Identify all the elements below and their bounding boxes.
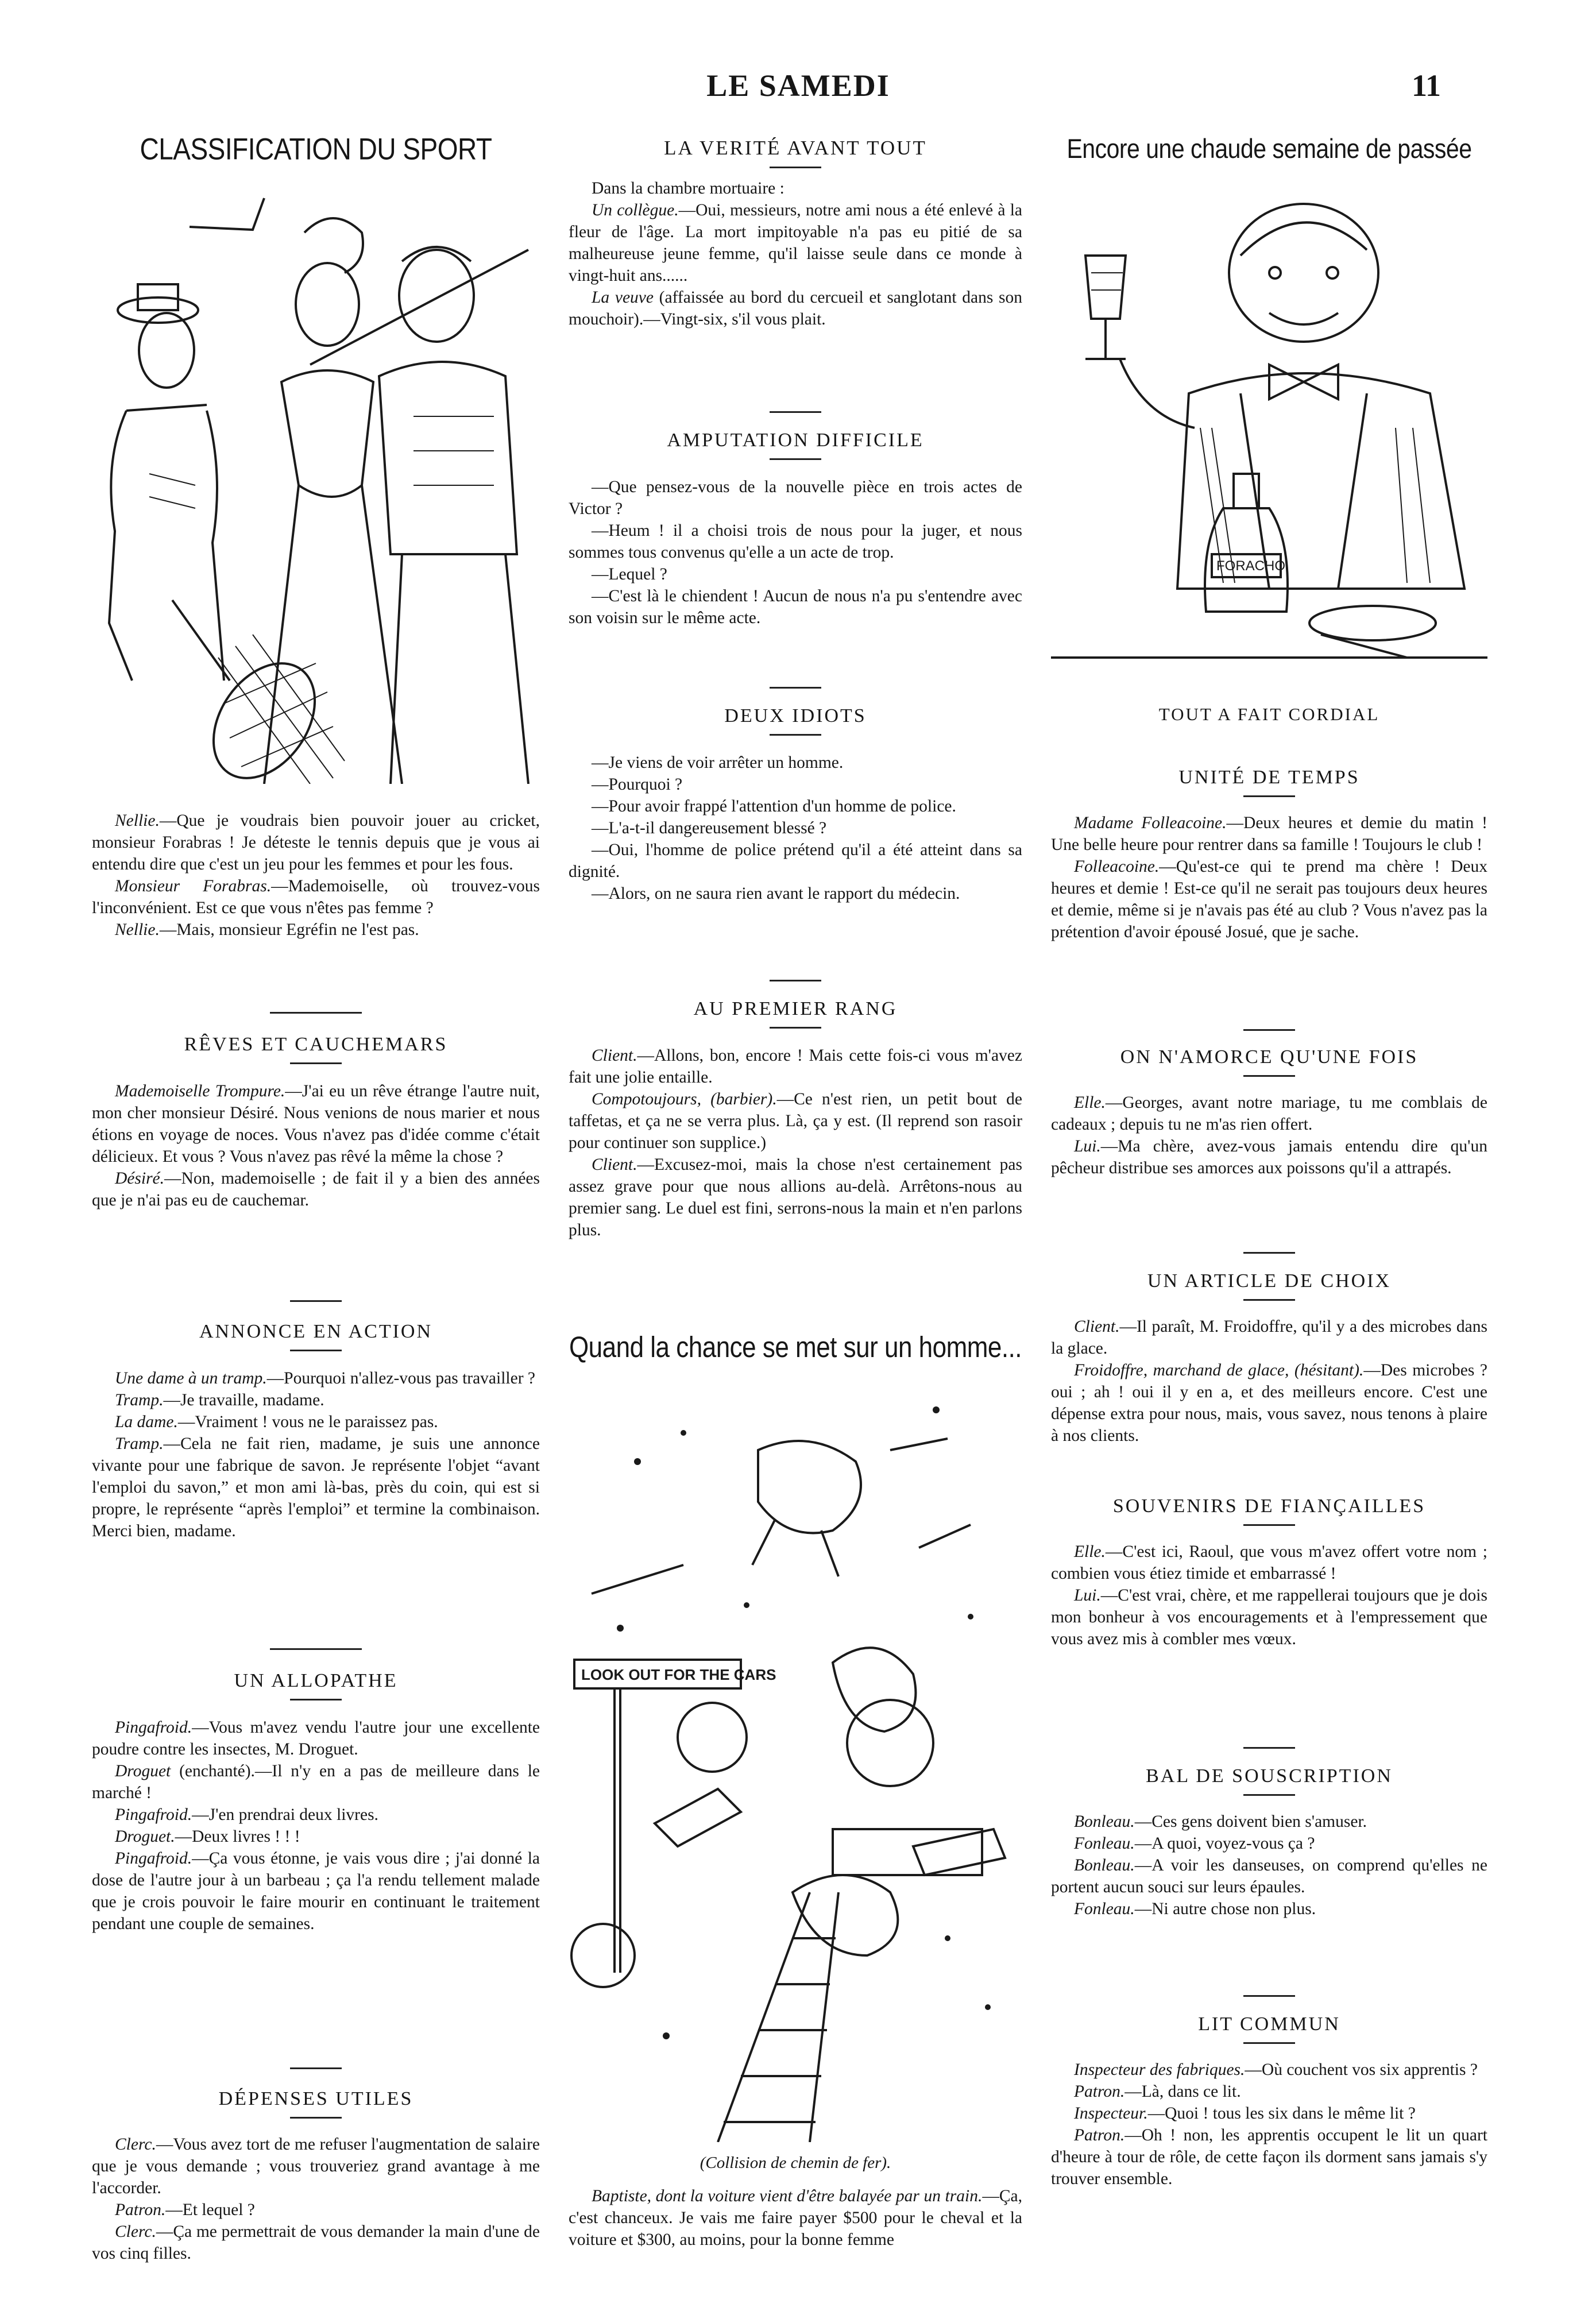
dialogue: —Heum ! il a choisi trois de nous pour la juger, et nous sommes tous convenus qu'elle a un acte de trop. [569,521,1022,562]
divider [1051,1747,1487,1749]
masthead [0,68,1596,114]
paragraph [569,1045,1022,1088]
section-title: LA VERITÉ AVANT TOUT [664,137,927,159]
dialogue: —Vraiment ! vous ne le paraissez pas. [177,1413,438,1431]
idiots-section [569,705,1022,905]
dialogue: —Ces gens doivent bien s'amuser. [1134,1812,1367,1831]
paragraph [569,839,1022,883]
warning-sign-text: LOOK OUT FOR THE CARS [581,1666,776,1683]
dialogue: —C'est ici, Raoul, que vous m'avez offert votre nom ; combien vous étiez timide et embarrassé ! [1051,1543,1487,1583]
section-title: AMPUTATION DIFFICILE [667,430,924,451]
amorce-section [1051,1046,1487,1179]
speaker: Nellie. [115,921,160,939]
chance-headline: Quand la chance se met sur un homme... [569,1331,1022,1364]
dialogue: —Il paraît, M. Froidoffre, qu'il y a des microbes dans la glace. [1051,1317,1487,1358]
page-number: 11 [1411,68,1441,103]
dialogue: Dans la chambre mortuaire : [592,179,785,198]
paragraph [92,875,540,919]
illustration-caption: TOUT A FAIT CORDIAL [1158,704,1380,724]
paragraph [569,1154,1022,1241]
section-title: ON N'AMORCE QU'UNE FOIS [1120,1046,1419,1068]
paragraph [92,1168,540,1211]
paragraph [569,774,1022,795]
speaker: Elle. [1074,1543,1106,1561]
speaker: La veuve [592,288,654,307]
dialogue: —Je travaille, madame. [163,1391,324,1409]
rang-section [569,998,1022,1241]
speaker: Droguet. [115,1827,175,1846]
speaker: Tramp. [115,1391,164,1409]
paragraph [569,795,1022,817]
dialogue: —Oh ! non, les apprentis occupent le lit un quart d'heure à tour de rôle, de cette façon ils dorment sans jamais s'y trouver ensemble. [1051,2126,1487,2188]
speaker: Client. [1074,1317,1120,1336]
dialogue: —Allons, bon, encore ! Mais cette fois-ci vous m'avez fait une jolie entaille. [569,1046,1022,1087]
souvenirs-section [1051,1495,1487,1650]
paragraph [569,585,1022,629]
paragraph [569,199,1022,287]
paragraph [569,2185,1022,2251]
lit-section [1051,2013,1487,2190]
dialogue: —Non, mademoiselle ; de fait il y a bien des années que je n'ai pas eu de cauchemar. [92,1169,540,1209]
dialogue: —J'en prendrai deux livres. [192,1806,378,1824]
dialogue: —Ce n'est rien, un petit bout de taffetas, et ça ne se verra plus. Là, ça y est. (Il reprend son rasoir pour continuer son supplice.) [569,1090,1022,1152]
speaker: Clerc. [115,2135,156,2154]
speaker: Patron. [1074,2126,1125,2144]
dialogue: —Ça me permettrait de vous demander la main d'une de vos cinq filles. [92,2223,540,2263]
tennis-illustration [92,187,540,784]
paragraph [92,1433,540,1542]
section-title: UN ARTICLE DE CHOIX [1147,1270,1392,1292]
section-title: AU PREMIER RANG [693,998,898,1019]
dialogue: —Je viens de voir arrêter un homme. [592,753,844,772]
paragraph [92,919,540,941]
dialogue: —Pourquoi ? [592,775,683,794]
speaker: Tramp. [115,1435,164,1453]
dialogue: —C'est là le chiendent ! Aucun de nous n'a pu s'entendre avec son voisin sur le même acte. [569,587,1022,627]
dialogue: —Mademoiselle, où trouvez-vous l'inconvénient. Est ce que vous n'êtes pas femme ? [92,877,540,917]
paragraph [1051,2059,1487,2081]
paragraph [1051,1898,1487,1920]
cordial-caption-block [1051,704,1487,725]
paragraph [569,883,1022,905]
dialogue: —Que je voudrais bien pouvoir jouer au cricket, monsieur Forabras ! Je déteste le tennis depuis que je vous ai entendu dire que c'est un jeu pour les femmes et pour les fous. [92,811,540,874]
speaker: Lui. [1074,1586,1101,1605]
paragraph [1051,1092,1487,1135]
amputation-section [569,430,1022,629]
speaker: Elle. [1074,1093,1106,1112]
section-title: RÊVES ET CAUCHEMARS [184,1034,448,1055]
dialogue: —Deux heures et demie du matin ! Une belle heure pour rentrer dans sa famille ! Toujours le club ! [1051,814,1487,854]
depenses-section [92,2088,540,2264]
speaker: Bonleau. [1074,1856,1135,1874]
train-collision-illustration [569,1375,1022,2142]
speaker: Pingafroid. [115,1849,192,1868]
speaker: La dame. [115,1413,178,1431]
paragraph [1051,1359,1487,1447]
speaker: Folleacoine. [1074,857,1160,876]
speaker: Inspecteur. [1074,2104,1148,2123]
paragraph [1051,1811,1487,1833]
paragraph [92,1826,540,1848]
dialogue: —Et lequel ? [165,2201,255,2219]
paragraph [1051,1833,1487,1854]
speaker: Fonleau. [1074,1834,1135,1853]
annonce-section [92,1321,540,1542]
section-title: UNITÉ DE TEMPS [1178,767,1360,788]
paragraph [569,177,1022,199]
speaker: Patron. [115,2201,166,2219]
divider [569,411,1022,413]
sport-headline: CLASSIFICATION DU SPORT [140,132,492,166]
speaker: Client. [592,1155,637,1174]
paragraph [1051,856,1487,943]
paragraph [569,287,1022,330]
speaker: Mademoiselle Trompure. [115,1082,285,1100]
paragraph [1051,2081,1487,2102]
tennis-players-image [92,187,540,784]
paragraph [569,563,1022,585]
dialogue: —L'a-t-il dangereusement blessé ? [592,819,827,837]
divider [92,1648,540,1650]
paragraph [1051,1316,1487,1359]
paragraph [92,1848,540,1935]
illustration-caption: (Collision de chemin de fer). [700,2154,891,2172]
dialogue: —C'est vrai, chère, et me rappellerai toujours que je dois mon bonheur à vos encouragements et à l'empressement que vous avez mis à combler mes vœux. [1051,1586,1487,1648]
paragraph [569,752,1022,774]
paragraph [92,810,540,875]
article-section [1051,1270,1487,1447]
speaker: Droguet [115,1762,171,1780]
paragraph [1051,1584,1487,1650]
speaker: Patron. [1074,2082,1125,2101]
dialogue: —Alors, on ne saura rien avant le rapport du médecin. [592,884,960,903]
dialogue: —Georges, avant notre mariage, tu me comblais de cadeaux ; depuis tu ne m'as rien offert. [1051,1093,1487,1134]
speaker: Nellie. [115,811,160,830]
chaude-headline-block [1039,133,1499,164]
dialogue: —A quoi, voyez-vous ça ? [1134,1834,1315,1853]
paragraph [92,2134,540,2199]
divider [92,1012,540,1014]
paragraph [569,476,1022,520]
paragraph [1051,1135,1487,1179]
toasting-man-illustration [1051,187,1487,692]
reves-section [92,1034,540,1211]
section-title: ANNONCE EN ACTION [199,1321,433,1342]
paragraph [92,1367,540,1389]
speaker: Lui. [1074,1137,1101,1155]
newspaper-title: LE SAMEDI [706,68,890,103]
bal-section [1051,1765,1487,1920]
paragraph [569,1088,1022,1154]
paragraph [1051,812,1487,856]
speaker: Désiré. [115,1169,165,1188]
speaker: Compotoujours, (barbier). [592,1090,777,1108]
dialogue: —Ni autre chose non plus. [1134,1900,1316,1918]
speaker: Pingafroid. [115,1806,192,1824]
divider [569,980,1022,981]
unite-section [1051,767,1487,943]
dialogue: —Quoi ! tous les six dans le même lit ? [1147,2104,1416,2123]
speaker: Froidoffre, marchand de glace, (hésitant). [1074,1361,1364,1379]
dialogue: —Qu'est-ce qui te prend ma chère ! Deux heures et demie ! Est-ce qu'il ne serait pas toujours deux heures et demie, même si je n'avais pas été au club ? Vous n'avez pas la prétention d'avoir épousé Josué, que je sache. [1051,857,1487,941]
paragraph [1051,2102,1487,2124]
verite-section [569,137,1022,330]
paragraph [92,1080,540,1168]
paragraph [92,1760,540,1804]
dialogue: —Oui, messieurs, notre ami nous a été enlevé à la fleur de l'âge. La mort impitoyable n'a pas eu pitié de sa malheureuse jeune femme, qu'il laisse seule dans ce monde à vingt-huit ans...... [569,201,1022,285]
dialogue: —Excusez-moi, mais la chose n'est certainement pas assez grave pour que nous allions au-delà. Arrêtons-nous au premier sang. Le duel est fini, serrons-nous la main et n'en parlons plus. [569,1155,1022,1239]
paragraph [569,817,1022,839]
dialogue: —Lequel ? [592,565,667,583]
paragraph [92,1804,540,1826]
speaker: Bonleau. [1074,1812,1135,1831]
paragraph [92,1411,540,1433]
dialogue: —Cela ne fait rien, madame, je suis une annonce vivante pour une fabrique de savon. Je représente l'objet “avant l'emploi du savon,” et mon ami là-bas, près du coin, qui est si propre, le représente “après l'emploi” et termine la combinaison. Merci bien, madame. [92,1435,540,1540]
section-title: BAL DE SOUSCRIPTION [1146,1765,1393,1787]
divider [92,2067,540,2069]
section-title: LIT COMMUN [1198,2013,1340,2035]
dialogue: —Que pensez-vous de la nouvelle pièce en trois actes de Victor ? [569,478,1022,518]
section-title: DÉPENSES UTILES [218,2088,414,2109]
speaker: Madame Folleacoine. [1074,814,1227,832]
dialogue: —J'ai eu un rêve étrange l'autre nuit, mon cher monsieur Désiré. Nous venions de nous marier et nous étions en voyage de noces. Vous n'avez pas d'idée comme c'était délicieux. Et vous ? Vous n'avez pas rêvé la même la chose ? [92,1082,540,1166]
dialogue: —Où couchent vos six apprentis ? [1245,2061,1478,2079]
paragraph [92,2199,540,2221]
sport-headline-block [92,133,540,164]
paragraph [92,1389,540,1411]
dialogue: —Ça vous étonne, je vais vous dire ; j'ai donné la dose de l'autre jour à un barbeau ; ça l'a rendu tellement malade que je crois pouvoir le faire mourir en continuant le traitement pendant une couple de semaines. [92,1849,540,1933]
paragraph [1051,1854,1487,1898]
dialogue: —Mais, monsieur Egréfin ne l'est pas. [159,921,419,939]
divider [1051,1029,1487,1031]
divider [1051,1995,1487,1997]
divider [569,687,1022,689]
section-title: UN ALLOPATHE [234,1670,398,1691]
dialogue: —Vous m'avez vendu l'autre jour une excellente poudre contre les insectes, M. Droguet. [92,1718,540,1758]
speaker: Fonleau. [1074,1900,1135,1918]
speaker: Client. [592,1046,637,1065]
dialogue: (affaissée au bord du cercueil et sanglotant dans son mouchoir).—Vingt-six, s'il vous plait. [569,288,1023,328]
bottle-label: FORACHO [1216,558,1285,574]
speaker: Un collègue. [592,201,679,219]
dialogue: —Pour avoir frappé l'attention d'un homme de police. [592,797,956,815]
dialogue: —Ça, c'est chanceux. Je vais me faire payer $500 pour le cheval et la voiture et $300, au moins, pour la bonne femme [569,2187,1022,2249]
train-collision-image [569,1375,1022,2142]
section-title: DEUX IDIOTS [724,705,867,726]
speaker: Baptiste, dont la voiture vient d'être balayée par un train. [592,2187,983,2205]
speaker: Inspecteur des fabriques. [1074,2061,1245,2079]
speaker: Une dame à un tramp. [115,1369,267,1387]
chance-headline-block [563,1331,1028,1364]
section-title: SOUVENIRS DE FIANÇAILLES [1112,1495,1426,1517]
dialogue: —Là, dans ce lit. [1124,2082,1241,2101]
dialogue: —Vous avez tort de me refuser l'augmentation de salaire que je vous demande ; vous trouveriez grand avantage à me l'accorder. [92,2135,540,2197]
allopathe-section [92,1670,540,1935]
dialogue: —Deux livres ! ! ! [175,1827,300,1846]
dialogue: (enchanté).—Il n'y en a pas de meilleure dans le marché ! [92,1762,540,1802]
chaude-headline: Encore une chaude semaine de passée [1066,133,1472,164]
paragraph [1051,2124,1487,2190]
dialogue: —A voir les danseuses, on comprend qu'elles ne portent aucun souci sur leurs épaules. [1051,1856,1487,1896]
toasting-man-image [1051,187,1487,692]
dialogue: —Oui, l'homme de police prétend qu'il a été atteint dans sa dignité. [569,841,1022,881]
divider [1051,1252,1487,1254]
paragraph [1051,1541,1487,1584]
chance-caption-block [569,2154,1022,2251]
sport-story [92,810,540,941]
paragraph [569,520,1022,563]
speaker: Clerc. [115,2223,156,2241]
dialogue: —Pourquoi n'allez-vous pas travailler ? [266,1369,536,1387]
dialogue: —Ma chère, avez-vous jamais entendu dire qu'un pêcheur distribue ses amorces aux poissons qu'il a attrapés. [1051,1137,1487,1177]
speaker: Pingafroid. [115,1718,192,1737]
divider [92,1300,540,1302]
dialogue: —Des microbes ? oui ; ah ! oui il y en a, et des meilleurs encore. C'est une dépense extra pour nous, mais, vous savez, nous tenons à plaire à nos clients. [1051,1361,1487,1445]
paragraph [92,2221,540,2264]
speaker: Monsieur Forabras. [115,877,272,895]
paragraph [92,1717,540,1760]
